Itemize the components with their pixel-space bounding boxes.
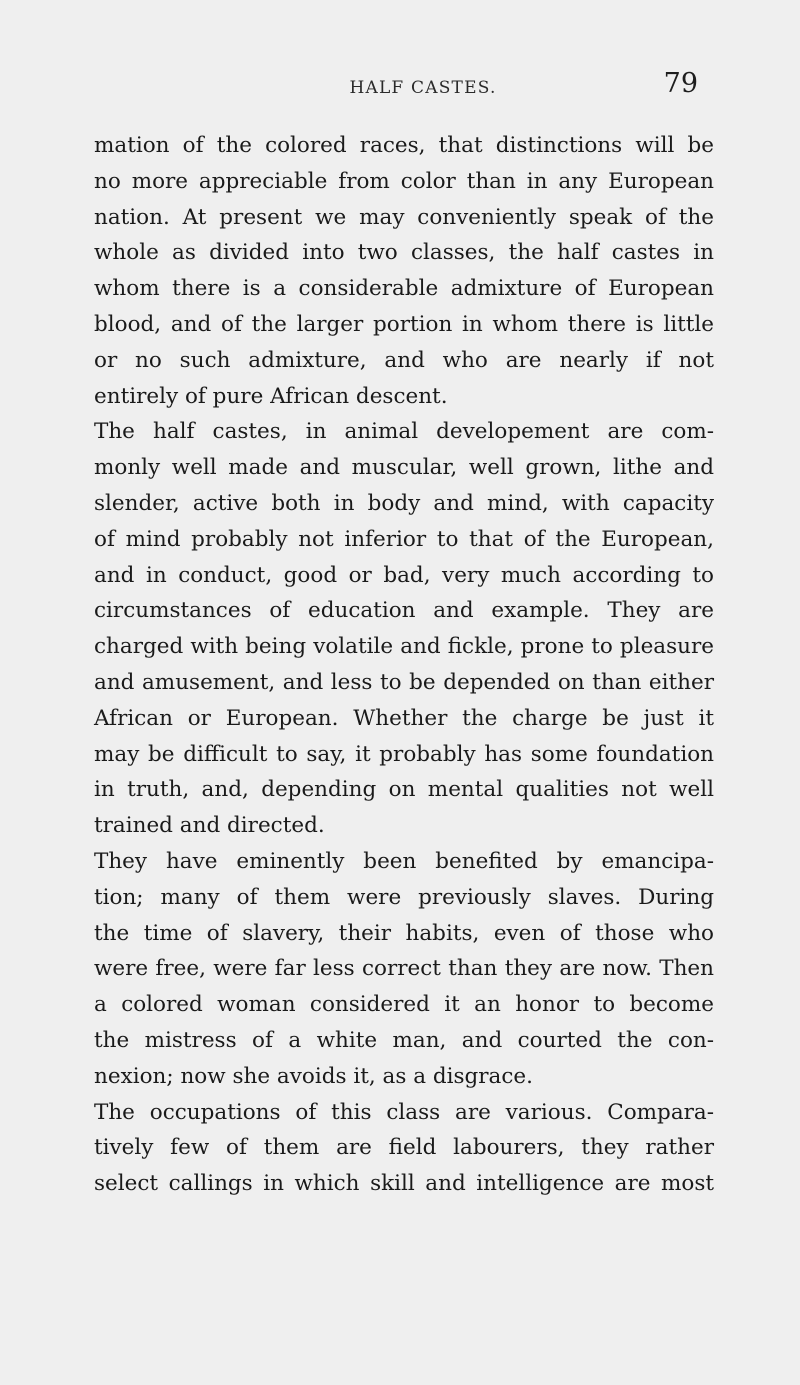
- text-line: the time of slavery, their habits, even of those who: [94, 920, 714, 946]
- running-head: [0, 68, 800, 108]
- text-line: tively few of them are field labourers, they rather: [94, 1135, 714, 1161]
- text-line: a colored woman considered it an honor to become: [94, 992, 714, 1018]
- text-line: the mistress of a white man, and courted the con-: [94, 1027, 714, 1053]
- page-number: 79: [663, 68, 698, 99]
- text-line: nation. At present we may conveniently speak of the: [94, 204, 714, 230]
- body-text: [94, 128, 714, 1202]
- text-line: entirely of pure African descent.: [94, 383, 448, 409]
- text-line: and amusement, and less to be depended on than either: [94, 669, 714, 695]
- text-line: tion; many of them were previously slaves. During: [94, 884, 714, 910]
- text-line: of mind probably not inferior to that of the European,: [94, 526, 714, 552]
- text-line: select callings in which skill and intelligence are most: [94, 1171, 714, 1197]
- text-line: mation of the colored races, that distinctions will be: [94, 133, 714, 158]
- text-line: blood, and of the larger portion in whom there is little: [94, 311, 714, 337]
- text-line: and in conduct, good or bad, very much according to: [94, 562, 714, 588]
- text-line: charged with being volatile and fickle, prone to pleasure: [94, 634, 714, 660]
- text-line: whom there is a considerable admixture of European: [94, 276, 714, 302]
- text-line: trained and directed.: [94, 813, 325, 839]
- text-line: monly well made and muscular, well grown, lithe and: [94, 455, 714, 481]
- text-line: The occupations of this class are various. Compara-: [94, 1099, 714, 1125]
- text-line: circumstances of education and example. They are: [94, 598, 714, 624]
- text-line: may be difficult to say, it probably has some foundation: [94, 741, 714, 767]
- text-line: The half castes, in animal developement are com-: [94, 419, 714, 445]
- text-line: in truth, and, depending on mental qualities not well: [94, 777, 714, 803]
- text-line: or no such admixture, and who are nearly if not: [94, 347, 714, 373]
- text-line: whole as divided into two classes, the half castes in: [94, 240, 714, 266]
- text-line: African or European. Whether the charge be just it: [94, 705, 714, 731]
- text-line: slender, active both in body and mind, with capacity: [94, 490, 714, 516]
- text-line: They have eminently been benefited by emancipa-: [94, 848, 714, 874]
- running-title: HALF CASTES.: [349, 78, 497, 98]
- text-line: nexion; now she avoids it, as a disgrace.: [94, 1063, 533, 1089]
- text-line: were free, were far less correct than they are now. Then: [94, 956, 714, 982]
- text-line: no more appreciable from color than in any European: [94, 168, 714, 194]
